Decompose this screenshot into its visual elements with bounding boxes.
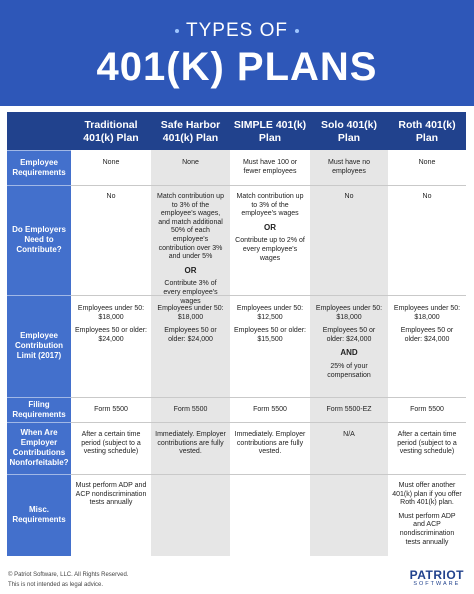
- table-cell: [75, 193, 147, 207]
- cell-text: No: [106, 193, 116, 200]
- column-header: Roth 401(k) Plan: [398, 119, 456, 144]
- cell-text: OR: [264, 222, 276, 232]
- table-cell: [234, 193, 306, 268]
- cell-text: Must perform ADP and ACP nondiscrimination tests annually: [75, 482, 147, 507]
- table-cell: [75, 431, 147, 462]
- cell-text: No: [344, 193, 354, 200]
- table-cell: [155, 406, 226, 420]
- disclaimer-text: This is not intended as legal advice.: [8, 582, 104, 588]
- cell-text: Employees 50 or older: $24,000: [75, 327, 147, 343]
- cell-text: Form 5500: [94, 406, 128, 413]
- cell-text: Employees under 50: $18,000: [315, 305, 383, 321]
- cell-text: Contribute 3% of every employee's wages: [163, 280, 218, 305]
- table-cell: [392, 159, 462, 173]
- column-header: Traditional 401(k) Plan: [83, 119, 139, 144]
- cell-text: None: [102, 159, 120, 166]
- cell-text: Contribute up to 2% of every employee's wages: [235, 237, 305, 262]
- table-cell: [314, 305, 384, 385]
- row-divider: [71, 474, 466, 475]
- table-cell: [75, 482, 147, 513]
- cell-text: Employees under 50: $12,500: [236, 305, 304, 321]
- cell-text: Form 5500: [253, 406, 287, 413]
- title-banner: [0, 0, 474, 106]
- cell-text: After a certain time period (subject to a vesting schedule): [397, 431, 457, 456]
- cell-text: Match contribution up to 3% of the employee's wages: [236, 193, 304, 218]
- table-cell: [392, 431, 462, 462]
- row-label: Employee Contribution Limit (2017): [7, 295, 71, 397]
- table-cell: [155, 193, 226, 311]
- table-cell: [392, 305, 462, 349]
- row-label: Do Employers Need to Contribute?: [7, 185, 71, 295]
- cell-text: No: [422, 193, 432, 200]
- cell-text: Must offer another 401(k) plan if you offer Roth 401(k) plan.: [392, 482, 462, 507]
- table-cell: [392, 406, 462, 420]
- cell-text: Must have 100 or fewer employees: [242, 159, 298, 175]
- cell-text: Form 5500-EZ: [326, 406, 372, 413]
- cell-text: Form 5500: [173, 406, 208, 413]
- cell-text: After a certain time period (subject to a vesting schedule): [81, 431, 141, 456]
- patriot-logo: [410, 568, 464, 587]
- table-cell: [314, 159, 384, 181]
- row-divider: [71, 397, 466, 398]
- cell-text: Match contribution up to 3% of the employee's wages, and match additional 50% of each employee's contribution over 3% and under 5%: [157, 193, 224, 261]
- cell-text: N/A: [343, 431, 355, 438]
- table-cell: [234, 431, 306, 462]
- table-cell: [392, 482, 462, 552]
- table-cell: [234, 406, 306, 420]
- row-divider: [71, 295, 466, 296]
- table-cell: [155, 431, 226, 462]
- table-cell: [314, 193, 384, 207]
- cell-text: 25% of your compensation: [327, 362, 371, 379]
- footer: [0, 564, 474, 594]
- cell-text: Employees 50 or older: $24,000: [400, 327, 454, 343]
- cell-text: Employees 50 or older: $24,000: [164, 327, 217, 343]
- table-cell: [75, 159, 147, 173]
- table-cell: [314, 431, 384, 445]
- cell-text: Must have no employees: [327, 159, 371, 175]
- column-header: Solo 401(k) Plan: [320, 119, 378, 144]
- table-cell: [234, 305, 306, 349]
- cell-text: AND: [340, 348, 358, 358]
- plans-table: [7, 112, 466, 556]
- title-line-2: 401(K) PLANS: [96, 45, 378, 89]
- table-cell: [155, 305, 226, 349]
- logo-sub: SOFTWARE: [413, 581, 461, 587]
- cell-text: None: [418, 159, 436, 166]
- cell-text: Form 5500: [410, 406, 444, 413]
- row-label: When Are Employer Contributions Nonforfeitable?: [7, 422, 71, 474]
- column-header: SIMPLE 401(k) Plan: [233, 119, 307, 144]
- cell-text: Employees under 50: $18,000: [77, 305, 145, 321]
- row-label: Employee Requirements: [7, 150, 71, 185]
- table-cell: [75, 305, 147, 349]
- cell-text: Employees under 50: $18,000: [393, 305, 461, 321]
- cell-text: Employees 50 or older: $24,000: [322, 327, 376, 343]
- table-cell: [234, 159, 306, 181]
- copyright-text: © Patriot Software, LLC. All Rights Reserved.: [8, 572, 129, 578]
- decor-dot-left: [175, 29, 179, 33]
- cell-text: Immediately. Employer contributions are fully vested.: [155, 431, 226, 456]
- table-cell: [75, 406, 147, 420]
- title-line-1: TYPES OF: [186, 20, 288, 41]
- row-label: Filing Requirements: [7, 397, 71, 422]
- table-cell: [314, 406, 384, 420]
- row-divider: [71, 185, 466, 186]
- cell-text: None: [182, 159, 199, 166]
- table-cell: [392, 193, 462, 207]
- decor-dot-right: [295, 29, 299, 33]
- cell-text: Employees 50 or older: $15,500: [234, 327, 306, 343]
- row-label: Misc. Requirements: [7, 474, 71, 556]
- cell-text: Employees under 50: $18,000: [157, 305, 224, 321]
- table-cell: [155, 159, 226, 173]
- row-divider: [71, 422, 466, 423]
- logo-name: PATRIOT: [409, 568, 464, 582]
- cell-text: Must perform ADP and ACP nondiscrimination tests annually: [398, 512, 456, 546]
- cell-text: Immediately. Employer contributions are fully vested.: [234, 431, 306, 456]
- column-header: Safe Harbor 401(k) Plan: [160, 119, 221, 144]
- cell-text: OR: [184, 265, 197, 275]
